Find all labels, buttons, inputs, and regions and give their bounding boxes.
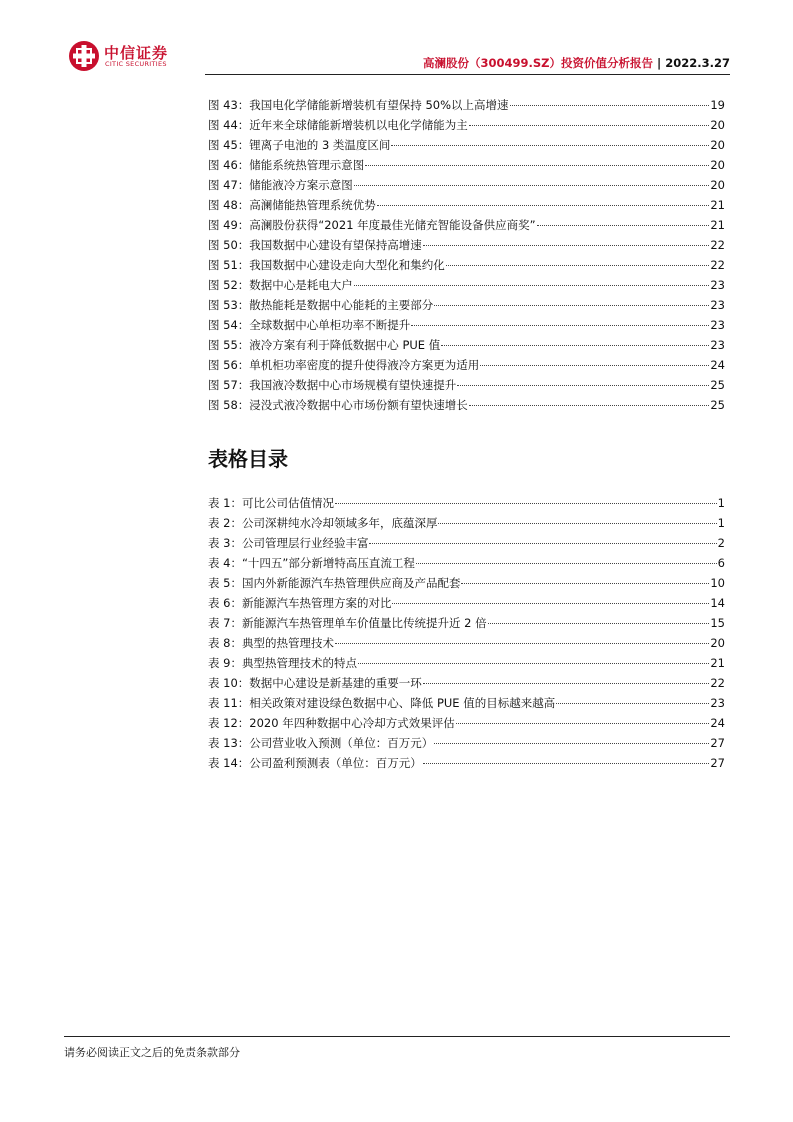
table-toc-entry-label: 表 3：公司管理层行业经验丰富 (208, 536, 369, 550)
table-toc-entry-page-number: 1 (717, 496, 725, 510)
figure-toc-entry-page-number: 23 (710, 298, 725, 312)
table-toc-entry-page-number: 2 (717, 536, 725, 550)
citic-logo-icon (68, 40, 100, 72)
figure-toc-entry[interactable] (208, 395, 725, 415)
table-toc-entry[interactable] (208, 533, 725, 553)
dot-leader (469, 124, 710, 126)
figure-toc-entry-label: 图 54：全球数据中心单柜功率不断提升 (208, 318, 411, 332)
dot-leader (391, 144, 709, 146)
table-toc-entry-label: 表 5：国内外新能源汽车热管理供应商及产品配套 (208, 576, 461, 590)
dot-leader (510, 104, 710, 106)
dot-leader (365, 164, 709, 166)
table-toc-entry-page-number: 14 (710, 596, 725, 610)
figure-toc-entry-page-number: 19 (710, 98, 725, 112)
figure-list (208, 95, 725, 415)
table-toc-entry-page-number: 23 (710, 696, 725, 710)
citic-logo (68, 38, 198, 74)
figure-toc-entry-label: 图 47：储能液冷方案示意图 (208, 178, 353, 192)
figure-toc-entry-label: 图 49：高澜股份获得“2021 年度最佳光储充智能设备供应商奖” (208, 218, 536, 232)
figure-toc-entry-page-number: 22 (710, 258, 725, 272)
header-separator: | (657, 56, 662, 70)
table-toc-entry[interactable] (208, 653, 725, 673)
figure-toc-entry[interactable] (208, 255, 725, 275)
dot-leader (411, 324, 709, 326)
dot-leader (423, 244, 710, 246)
dot-leader (441, 344, 709, 346)
figure-toc-entry[interactable] (208, 235, 725, 255)
table-toc-entry-label: 表 6：新能源汽车热管理方案的对比 (208, 596, 392, 610)
logo-name-en: CITIC SECURITIES (105, 60, 167, 68)
figure-toc-entry-label: 图 46：储能系统热管理示意图 (208, 158, 365, 172)
figure-toc-entry-page-number: 21 (710, 198, 725, 212)
figure-toc-entry[interactable] (208, 95, 725, 115)
figure-toc-entry[interactable] (208, 335, 725, 355)
figure-toc-entry-label: 图 57：我国液冷数据中心市场规模有望快速提升 (208, 378, 457, 392)
table-toc-entry-label: 表 7：新能源汽车热管理单车价值量比传统提升近 2 倍 (208, 616, 487, 630)
dot-leader (434, 304, 709, 306)
dot-leader (354, 184, 710, 186)
figure-toc-entry[interactable] (208, 315, 725, 335)
table-toc-entry-page-number: 15 (710, 616, 725, 630)
report-date: 2022.3.27 (665, 56, 730, 70)
dot-leader (456, 722, 710, 724)
table-toc-entry[interactable] (208, 493, 725, 513)
table-toc-entry[interactable] (208, 593, 725, 613)
figure-toc-entry[interactable] (208, 195, 725, 215)
dot-leader (537, 224, 710, 226)
dot-leader (488, 622, 710, 624)
footer-disclaimer: 请务必阅读正文之后的免责条款部分 (64, 1046, 240, 1059)
dot-leader (446, 264, 710, 266)
figure-toc-entry-label: 图 44：近年来全球储能新增装机以电化学储能为主 (208, 118, 468, 132)
table-toc-entry-label: 表 14：公司盈利预测表（单位：百万元） (208, 756, 422, 770)
figure-toc-entry-page-number: 20 (710, 138, 725, 152)
figure-toc-entry[interactable] (208, 175, 725, 195)
dot-leader (392, 602, 709, 604)
dot-leader (434, 742, 709, 744)
figure-toc-entry-label: 图 53：散热能耗是数据中心能耗的主要部分 (208, 298, 434, 312)
figure-toc-entry-page-number: 24 (710, 358, 725, 372)
dot-leader (469, 404, 710, 406)
dot-leader (423, 762, 710, 764)
table-toc-entry-label: 表 9：典型热管理技术的特点 (208, 656, 357, 670)
dot-leader (354, 284, 710, 286)
figure-toc-entry[interactable] (208, 355, 725, 375)
table-toc-entry-page-number: 22 (710, 676, 725, 690)
figure-toc-entry-page-number: 20 (710, 158, 725, 172)
figure-toc-entry-label: 图 48：高澜储能热管理系统优势 (208, 198, 376, 212)
header-rule (205, 74, 730, 75)
dot-leader (457, 384, 709, 386)
figure-toc-entry[interactable] (208, 215, 725, 235)
table-toc-entry-label: 表 13：公司营业收入预测（单位：百万元） (208, 736, 434, 750)
dot-leader (480, 364, 709, 366)
figure-toc-entry-label: 图 50：我国数据中心建设有望保持高增速 (208, 238, 422, 252)
table-list (208, 493, 725, 773)
table-toc-entry-label: 表 12：2020 年四种数据中心冷却方式效果评估 (208, 716, 455, 730)
figure-toc-entry-label: 图 52：数据中心是耗电大户 (208, 278, 353, 292)
table-toc-entry-page-number: 20 (710, 636, 725, 650)
figure-toc-entry-label: 图 45：锂离子电池的 3 类温度区间 (208, 138, 391, 152)
table-toc-entry[interactable] (208, 753, 725, 773)
figure-toc-entry-label: 图 55：液冷方案有利于降低数据中心 PUE 值 (208, 338, 441, 352)
figure-toc-entry[interactable] (208, 295, 725, 315)
figure-toc-entry-page-number: 23 (710, 278, 725, 292)
table-toc-entry[interactable] (208, 513, 725, 533)
logo-name-cn: 中信证券 (104, 44, 169, 62)
figure-toc-entry[interactable] (208, 155, 725, 175)
table-toc-entry[interactable] (208, 693, 725, 713)
figure-toc-entry-page-number: 22 (710, 238, 725, 252)
dot-leader (423, 682, 710, 684)
table-toc-entry-label: 表 10：数据中心建设是新基建的重要一环 (208, 676, 422, 690)
dot-leader (335, 642, 709, 644)
table-toc-entry[interactable] (208, 553, 725, 573)
figure-toc-entry-page-number: 23 (710, 318, 725, 332)
figure-toc-entry-page-number: 25 (710, 398, 725, 412)
table-toc-entry-label: 表 11：相关政策对建设绿色数据中心、降低 PUE 值的目标越来越高 (208, 696, 556, 710)
table-toc-entry-label: 表 4：“十四五”部分新增特高压直流工程 (208, 556, 415, 570)
dot-leader (416, 562, 717, 564)
figure-toc-entry-label: 图 51：我国数据中心建设走向大型化和集约化 (208, 258, 445, 272)
dot-leader (358, 662, 709, 664)
table-toc-entry[interactable] (208, 673, 725, 693)
table-toc-entry[interactable] (208, 713, 725, 733)
table-toc-entry-page-number: 1 (717, 516, 725, 530)
table-toc-entry[interactable] (208, 613, 725, 633)
dot-leader (461, 582, 709, 584)
table-toc-entry-page-number: 21 (710, 656, 725, 670)
table-toc-entry[interactable] (208, 573, 725, 593)
figure-toc-entry-label: 图 56：单机柜功率密度的提升使得液冷方案更为适用 (208, 358, 480, 372)
footer-rule (64, 1036, 730, 1037)
table-toc-entry-page-number: 10 (710, 576, 725, 590)
table-toc-entry-page-number: 24 (710, 716, 725, 730)
figure-toc-entry[interactable] (208, 375, 725, 395)
figure-toc-entry[interactable] (208, 275, 725, 295)
figure-toc-entry-page-number: 21 (710, 218, 725, 232)
figure-toc-entry-page-number: 20 (710, 118, 725, 132)
table-toc-entry-page-number: 6 (717, 556, 725, 570)
figure-toc-entry-page-number: 20 (710, 178, 725, 192)
report-title-text: 高澜股份（300499.SZ）投资价值分析报告 (423, 56, 654, 70)
figure-toc-entry[interactable] (208, 135, 725, 155)
report-title (423, 55, 730, 71)
dot-leader (377, 204, 710, 206)
figure-toc-entry-page-number: 25 (710, 378, 725, 392)
page-header (64, 38, 730, 76)
table-toc-entry[interactable] (208, 733, 725, 753)
figure-toc-entry[interactable] (208, 115, 725, 135)
table-toc-entry-label: 表 8：典型的热管理技术 (208, 636, 334, 650)
figure-toc-entry-page-number: 23 (710, 338, 725, 352)
table-toc-entry-label: 表 1：可比公司估值情况 (208, 496, 334, 510)
table-toc-entry-page-number: 27 (710, 736, 725, 750)
dot-leader (438, 522, 716, 524)
table-toc-entry[interactable] (208, 633, 725, 653)
table-toc-entry-label: 表 2：公司深耕纯水冷却领域多年，底蕴深厚 (208, 516, 438, 530)
dot-leader (335, 502, 717, 504)
figure-toc-entry-label: 图 58：浸没式液冷数据中心市场份额有望快速增长 (208, 398, 468, 412)
dot-leader (556, 702, 709, 704)
table-toc-entry-page-number: 27 (710, 756, 725, 770)
table-list-title: 表格目录 (208, 447, 288, 471)
dot-leader (369, 542, 716, 544)
figure-toc-entry-label: 图 43：我国电化学储能新增装机有望保持 50%以上高增速 (208, 98, 509, 112)
